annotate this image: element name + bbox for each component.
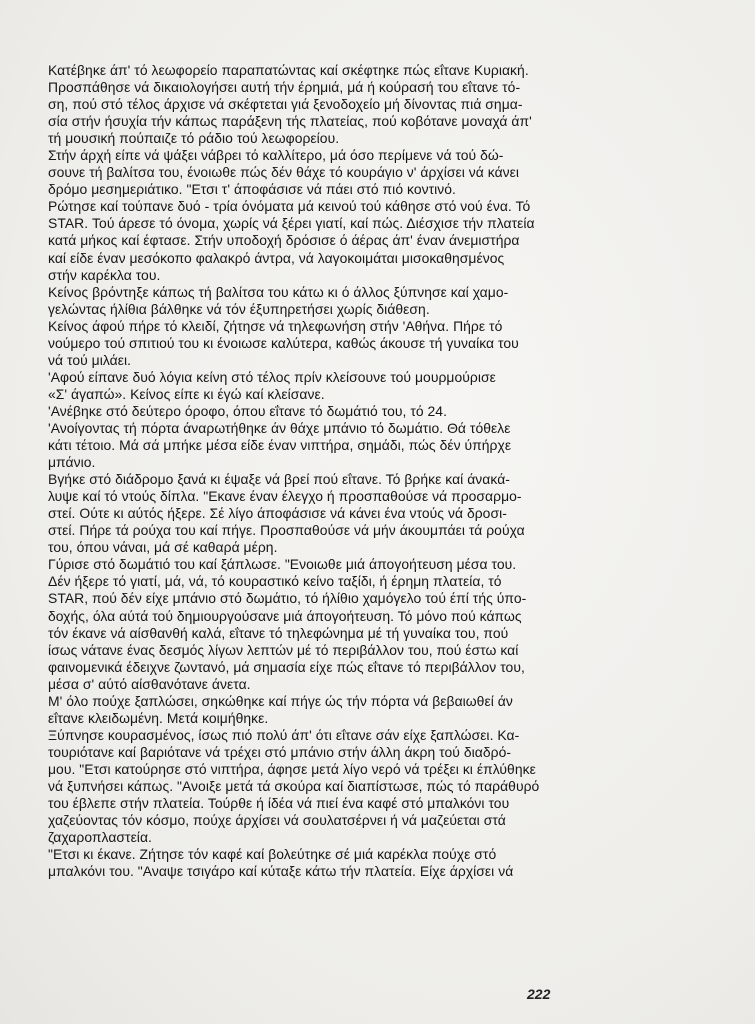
text-line: ση, πού στό τέλος άρχισε νά σκέφτεται γιά ξενοδοχείο μή δίνοντας πιά σημα-	[48, 96, 523, 113]
text-line: Στήν άρχή είπε νά ψάξει νάβρει τό καλλίτερο, μά όσο περίμενε νά τού δώ-	[48, 147, 504, 164]
text-line: Γύρισε στό δωμάτιό του καί ξάπλωσε. "Ενοιωθε μιά άπογοήτευση μέσα του.	[48, 556, 517, 573]
text-line: μέσα σ' αύτό αίσθανότανε άνετα.	[48, 675, 251, 692]
text-line: 'Αφού είπανε δυό λόγια κείνη στό τέλος πρίν κλείσουνε τού μουρμούρισε	[48, 368, 496, 385]
text-line: στήν καρέκλα του.	[48, 266, 161, 283]
text-line: δρόμο μεσημεριάτικο. "Ετσι τ' άποφάσισε νά πάει στό πιό κοντινό.	[48, 181, 456, 198]
text-line: κάτι τέτοιο. Μά σά μπήκε μέσα είδε έναν νιπτήρα, σημάδι, πώς δέν ύπήρχε	[48, 437, 512, 454]
text-line: νά τού μιλάει.	[48, 351, 131, 368]
text-line: κατά μήκος καί έφτασε. Στήν υποδοχή δρόσισε ό άέρας άπ' έναν άνεμιστήρα	[48, 232, 520, 249]
text-line: του, όπου νάναι, μά σέ καθαρά μέρη.	[48, 539, 278, 556]
text-line: Κείνος βρόντηξε κάπως τή βαλίτσα του κάτω κι ό άλλος ξύπνησε καί χαμο-	[48, 283, 509, 300]
page-number: 222	[527, 986, 551, 1002]
text-line: Ρώτησε καί τούπανε δυό - τρία όνόματα μά κεινού τού κάθησε στό νού ένα. Τό	[48, 198, 531, 215]
text-line: νούμερο τού σπιτιού του κι ένοιωσε καλύτερα, καθώς άκουσε τή γυναίκα του	[48, 334, 519, 351]
text-line: λυψε καί τό ντούς δίπλα. "Εκανε έναν έλεγχο ή προσπαθούσε νά προσαρμο-	[48, 488, 522, 505]
text-line: στεί. Πήρε τά ρούχα του καί πήγε. Προσπαθούσε νά μήν άκουμπάει τά ρούχα	[48, 522, 525, 539]
text-line: δοχής, όλα αύτά τού δημιουργούσανε μιά άπογοήτευση. Τό μόνο πού κάπως	[48, 607, 522, 624]
text-line: του έβλεπε στήν πλατεία. Τούρθε ή ίδέα νά πιεί ένα καφέ στό μπαλκόνι του	[48, 795, 510, 812]
text-line: σία στήν ήσυχία τήν κάπως παράξενη τής πλατείας, πού κοβότανε μοναχά άπ'	[48, 113, 532, 130]
text-line: Βγήκε στό διάδρομο ξανά κι έψαξε νά βρεί πού εΐτανε. Τό βρήκε καί άνακά-	[48, 471, 510, 488]
text-line: τή μουσική πούπαιζε τό ράδιο τού λεωφορείου.	[48, 130, 340, 147]
text-line: 'Ανοίγοντας τή πόρτα άναρωτήθηκε άν θάχε μπάνιο τό δωμάτιο. Θά τόθελε	[48, 419, 511, 436]
text-line: γελώντας ήλίθια βάλθηκε νά τόν έξυπηρετήσει χωρίς διάθεση.	[48, 300, 430, 317]
text-line: μπαλκόνι του. "Αναψε τσιγάρο καί κύταξε κάτω τήν πλατεία. Είχε άρχίσει νά	[48, 863, 514, 880]
text-line: Προσπάθησε νά δικαιολογήσει αυτή τήν έρημιά, μά ή κούρασή του εΐτανε τό-	[48, 79, 521, 96]
text-line: "Ετσι κι έκανε. Ζήτησε τόν καφέ καί βολεύτηκε σέ μιά καρέκλα πούχε στό	[48, 846, 497, 863]
text-line: τουριότανε καί βαριότανε νά τρέχει στό μπάνιο στήν άλλη άκρη τού διαδρό-	[48, 743, 512, 760]
text-line: ίσως νάτανε ένας δεσμός λίγων λεπτών μέ τό περιβάλλον του, πού έστω καί	[48, 641, 519, 658]
text-line: Κείνος άφού πήρε τό κλειδί, ζήτησε νά τηλεφωνήση στήν 'Αθήνα. Πήρε τό	[48, 317, 503, 334]
text-line: STAR, πού δέν είχε μπάνιο στό δωμάτιο, τό ήλίθιο χαμόγελο τού έπί τής ύπο-	[48, 590, 527, 607]
text-line: νά ξυπνήσει κάπως. "Ανοιξε μετά τά σκούρα καί διαπίστωσε, πώς τό παράθυρό	[48, 777, 540, 794]
text-line: STAR. Τού άρεσε τό όνομα, χωρίς νά ξέρει γιατί, καί πώς. Διέσχισε τήν πλατεία	[48, 215, 535, 232]
text-line: εΐτανε κλειδωμένη. Μετά κοιμήθηκε.	[48, 709, 269, 726]
text-line: μου. "Ετσι κατούρησε στό νιπτήρα, άφησε μετά λίγο νερό νά τρέξει κι έπλύθηκε	[48, 760, 536, 777]
text-line: φαινομενικά έδειχνε ζωντανό, μά σημασία είχε πώς εΐτανε τό περιβάλλον του,	[48, 658, 525, 675]
text-line: σουνε τή βαλίτσα του, ένοιωθε πώς δέν θάχε τό κουράγιο ν' άρχίσει νά κάνει	[48, 164, 520, 181]
text-line: ζαχαροπλαστεία.	[48, 829, 152, 846]
text-line: τόν έκανε νά αίσθανθή καλά, εΐτανε τό τηλεφώνημα μέ τή γυναίκα του, πού	[48, 624, 509, 641]
body-text	[48, 62, 658, 880]
text-line: Ξύπνησε κουρασμένος, ίσως πιό πολύ άπ' ότι εΐτανε σάν είχε ξαπλώσει. Κα-	[48, 726, 520, 743]
text-line: 'Ανέβηκε στό δεύτερο όροφο, όπου εΐτανε τό δωμάτιό του, τό 24.	[48, 402, 447, 419]
text-line: Δέν ήξερε τό γιατί, μά, νά, τό κουραστικό κείνο ταξίδι, ή έρημη πλατεία, τό	[48, 573, 502, 590]
text-line: μπάνιο.	[48, 454, 96, 471]
text-line: Μ' όλο πούχε ξαπλώσει, σηκώθηκε καί πήγε ώς τήν πόρτα νά βεβαιωθεί άν	[48, 692, 513, 709]
text-line: στεί. Ούτε κι αύτός ήξερε. Σέ λίγο άποφάσισε νά κάνει ένα ντούς νά δροσι-	[48, 505, 507, 522]
text-line: καί είδε έναν μεσόκοπο φαλακρό άντρα, νά λαγοκοιμάται μισοκαθησμένος	[48, 249, 505, 266]
text-line: Κατέβηκε άπ' τό λεωφορείο παραπατώντας καί σκέφτηκε πώς εΐτανε Κυριακή.	[48, 62, 529, 78]
text-line: χαζεύοντας τόν κόσμο, πούχε άρχίσει νά σουλατσέρνει ή νά μαζεύεται στά	[48, 812, 506, 829]
text-line: «Σ' άγαπώ». Κείνος είπε κι έγώ καί κλείσανε.	[48, 385, 325, 402]
